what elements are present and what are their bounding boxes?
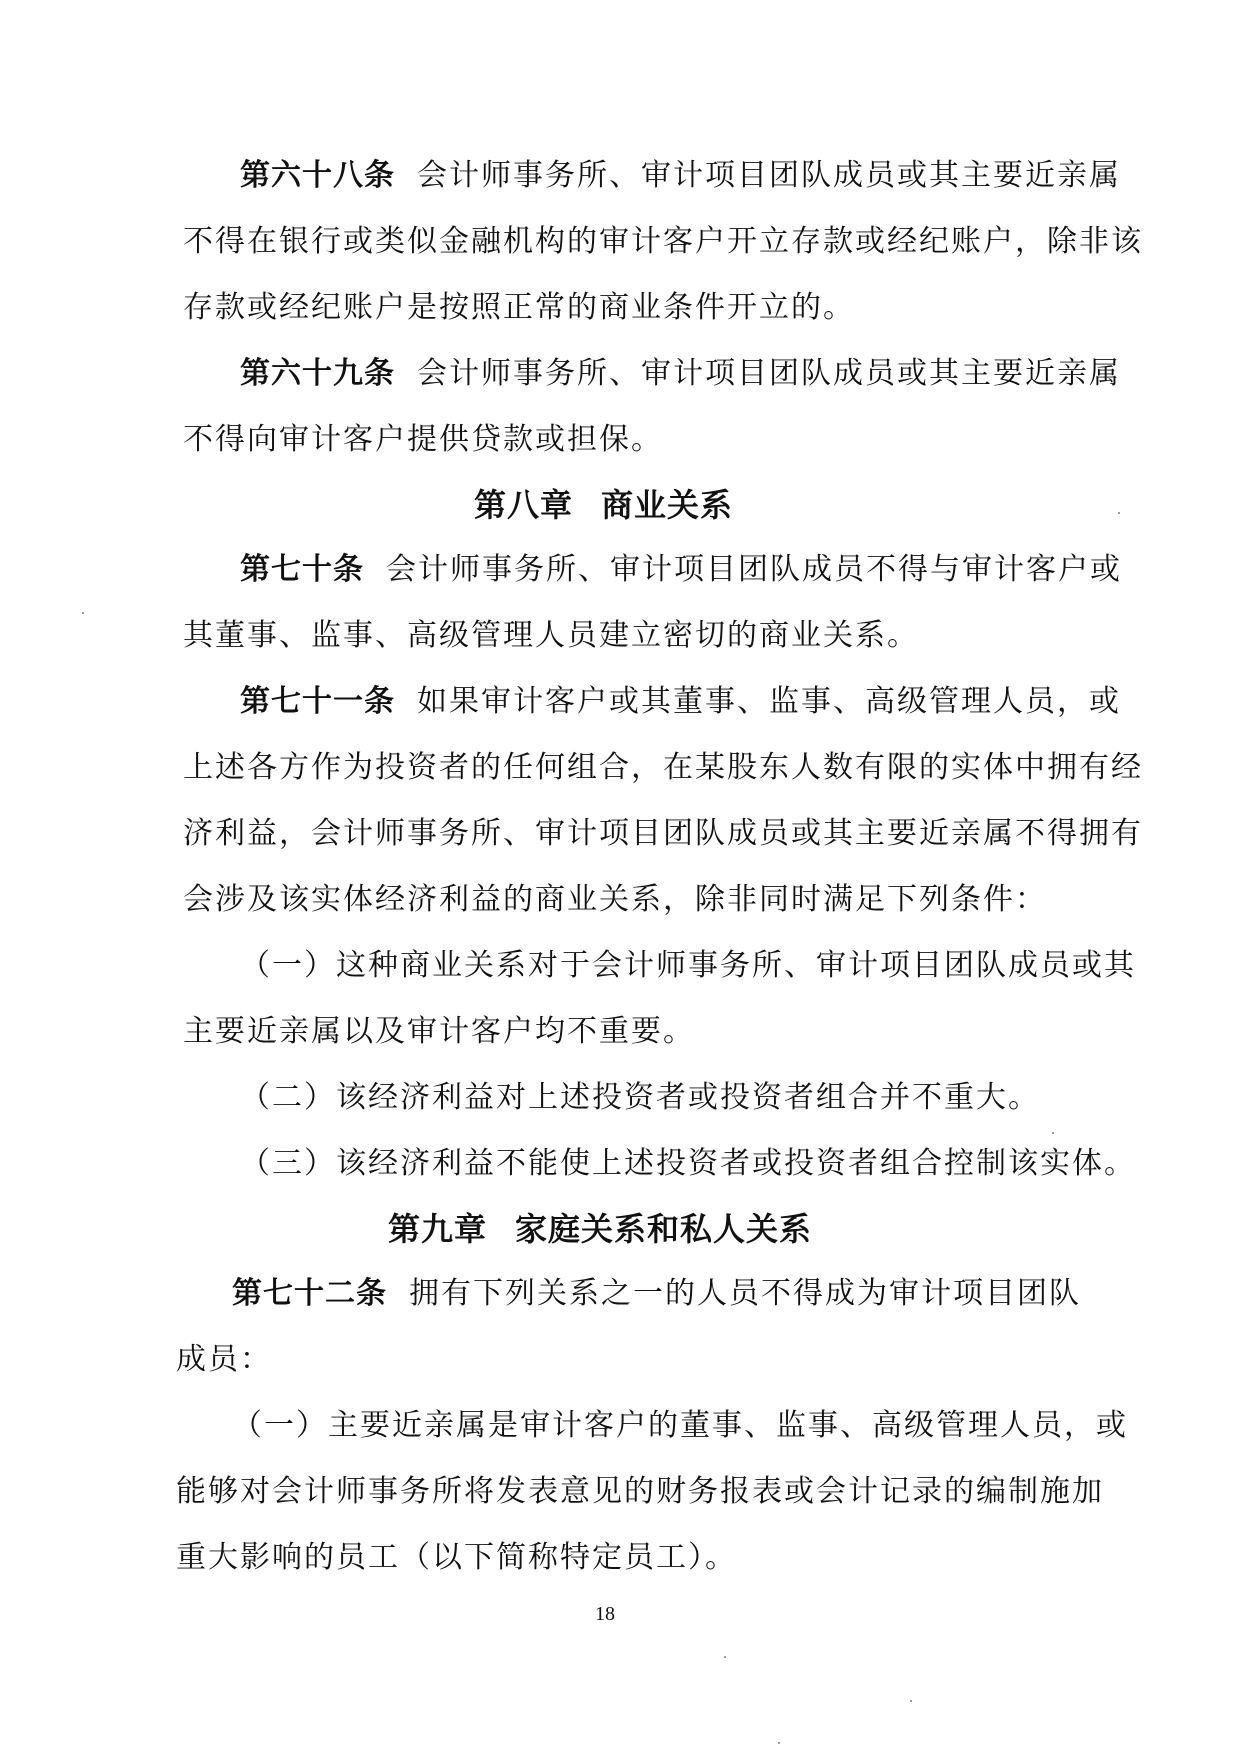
article-68-text: 会计师事务所、审计项目团队成员或其主要近亲属 bbox=[417, 158, 1121, 193]
chapter-9-heading bbox=[388, 1210, 812, 1248]
article-72-item-1: （一）主要近亲属是审计客户的董事、监事、高级管理人员，或 bbox=[232, 1408, 1128, 1443]
article-70-first-line bbox=[240, 552, 1122, 588]
article-71-text: 如果审计客户或其董事、监事、高级管理人员，或 bbox=[417, 684, 1121, 719]
article-71-item-3: （三）该经济利益不能使上述投资者或投资者组合控制该实体。 bbox=[240, 1146, 1136, 1181]
article-72-label: 第七十二条 bbox=[232, 1276, 387, 1311]
article-70-label: 第七十条 bbox=[240, 552, 364, 587]
article-72-item-1-cont: 能够对会计师事务所将发表意见的财务报表或会计记录的编制施加 bbox=[176, 1474, 1104, 1509]
article-68-line: 不得在银行或类似金融机构的审计客户开立存款或经纪账户，除非该 bbox=[183, 224, 1143, 259]
page-number: 18 bbox=[595, 1603, 615, 1625]
article-71-line: 济利益，会计师事务所、审计项目团队成员或其主要近亲属不得拥有 bbox=[183, 816, 1143, 851]
article-69-line: 不得向审计客户提供贷款或担保。 bbox=[183, 422, 663, 457]
article-72-line: 成员： bbox=[176, 1342, 272, 1377]
article-71-label: 第七十一条 bbox=[240, 684, 395, 719]
article-71-item-1: （一）这种商业关系对于会计师事务所、审计项目团队成员或其 bbox=[240, 948, 1136, 983]
article-72-text: 拥有下列关系之一的人员不得成为审计项目团队 bbox=[409, 1276, 1081, 1311]
article-69-label: 第六十九条 bbox=[240, 356, 395, 391]
chapter-8-number: 第八章 bbox=[474, 486, 574, 524]
chapter-8-title: 商业关系 bbox=[601, 486, 734, 524]
article-68-label: 第六十八条 bbox=[240, 158, 395, 193]
chapter-9-number: 第九章 bbox=[388, 1210, 488, 1248]
article-70-text: 会计师事务所、审计项目团队成员不得与审计客户或 bbox=[386, 552, 1122, 587]
article-71-line: 上述各方作为投资者的任何组合，在某股东人数有限的实体中拥有经 bbox=[183, 750, 1143, 785]
article-69-text: 会计师事务所、审计项目团队成员或其主要近亲属 bbox=[417, 356, 1121, 391]
article-70-line: 其董事、监事、高级管理人员建立密切的商业关系。 bbox=[183, 618, 919, 653]
article-72-first-line bbox=[232, 1276, 1081, 1312]
scan-speck bbox=[724, 1656, 726, 1658]
article-71-first-line bbox=[240, 684, 1121, 720]
chapter-8-heading bbox=[474, 486, 733, 524]
article-71-line: 会涉及该实体经济利益的商业关系，除非同时满足下列条件： bbox=[183, 882, 1047, 917]
article-71-item-1-cont: 主要近亲属以及审计客户均不重要。 bbox=[183, 1014, 695, 1049]
scan-speck bbox=[778, 1742, 780, 1744]
scan-speck bbox=[1118, 512, 1120, 514]
scan-speck bbox=[910, 1700, 912, 1702]
chapter-9-title: 家庭关系和私人关系 bbox=[515, 1210, 813, 1248]
article-68-line: 存款或经纪账户是按照正常的商业条件开立的。 bbox=[183, 290, 855, 325]
article-72-item-1-cont: 重大影响的员工（以下简称特定员工）。 bbox=[176, 1540, 737, 1575]
article-69-first-line bbox=[240, 356, 1121, 392]
scan-speck bbox=[82, 612, 84, 614]
scan-speck bbox=[1052, 1132, 1054, 1134]
article-71-item-2: （二）该经济利益对上述投资者或投资者组合并不重大。 bbox=[240, 1080, 1040, 1115]
article-68-first-line bbox=[240, 158, 1121, 194]
